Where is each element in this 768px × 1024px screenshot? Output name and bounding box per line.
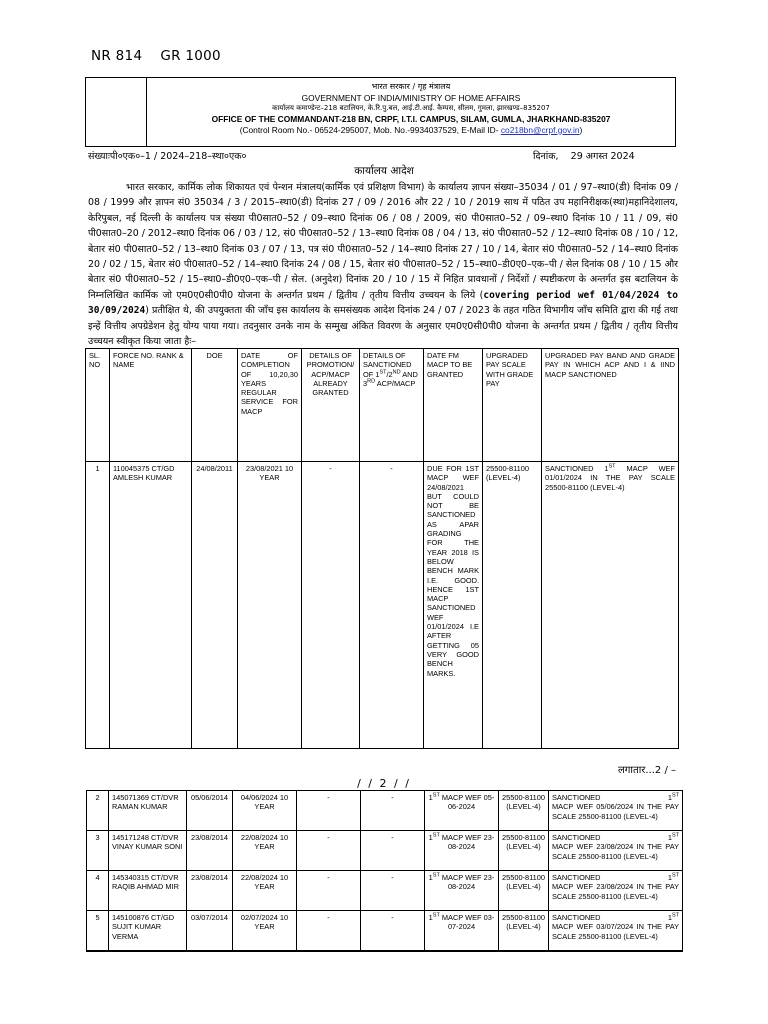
col-sanctioned-text3: AND 3 (363, 369, 418, 388)
code-gr: GR 1000 (160, 48, 221, 64)
cell-sl: 5 (87, 911, 109, 952)
cell-band (549, 791, 683, 831)
sup-st: ST (379, 369, 387, 376)
band-num: 1 (667, 793, 672, 802)
cell-promotion: - (302, 462, 360, 749)
band-sanctioned: SANCTIONED (552, 833, 601, 842)
cell-band (549, 911, 683, 952)
contact-line (147, 125, 675, 136)
col-doe: DOE (192, 349, 238, 462)
cell-band (542, 462, 679, 749)
cell-sanctioned: - (361, 911, 425, 952)
table-row (86, 462, 679, 749)
col-sanctioned (360, 349, 424, 462)
band-sup: ST (671, 912, 679, 919)
cell-doe: 24/08/2011 (192, 462, 238, 749)
cell-pay: 25500-81100 (LEVEL-4) (499, 911, 549, 952)
fm-sup: ST (432, 872, 440, 879)
cell-completion: 02/07/2024 10 YEAR (233, 911, 297, 952)
fm-rest: MACP WEF 03-07-2024 (439, 913, 495, 932)
band-sanctioned: SANCTIONED (545, 464, 594, 473)
band-rest: MACP WEF 23/08/2024 IN THE PAY SCALE 25500-81100 (LEVEL-4) (552, 882, 679, 901)
hindi-ministry: भारत सरकार / गृह मंत्रालय (371, 82, 451, 91)
contact-text: (Control Room No.- 06524-295007, Mob. No.-9934037529, E-Mail ID- (239, 124, 501, 135)
cell-sl: 4 (87, 871, 109, 911)
band-rest: MACP WEF 01/01/2024 IN THE PAY SCALE 25500-81100 (LEVEL-4) (545, 464, 676, 492)
email-link[interactable]: co218bn@crpf.gov.in (500, 124, 580, 135)
cell-date-fm: DUE FOR 1ST MACP WEF 24/08/2021 BUT COULD NOT BE SANCTIONED AS APAR GRADING FOR THE YEAR 2018 IS BELOW BENCH MARK I.E. GOOD. HENCE 1ST MACP SANCTIONED WEF 01/01/2024 I.E AFTER GETTING 05 VERY GOOD BENCH MARKS. (424, 462, 483, 749)
band-sanctioned: SANCTIONED (552, 793, 601, 802)
cell-force: 145100876 CT/GD SUJIT KUMAR VERMA (109, 911, 187, 952)
col-completion: DATE OF COMPLETION OF 10,20,30 YEARS REGULAR SERVICE FOR MACP (238, 349, 302, 462)
cell-pay: 25500-81100 (LEVEL-4) (499, 871, 549, 911)
cell-pay: 25500-81100 (LEVEL-4) (483, 462, 542, 749)
cell-sanctioned: - (361, 791, 425, 831)
band-ord (668, 833, 679, 842)
cell-doe: 03/07/2014 (187, 911, 233, 952)
body-text-2: ) प्रतीक्षित थे, की उपयुक्तता की जाँच इस कार्यालय के समसंख्यक आदेश दिनांक 24 / 07 / 2023 के तहत गठित विभागीय जाँच समिति द्वारा की गई तथा इन्हें वित्तीय अपग्रेडेशन हेतु योग्य पाया गया। तदनुसार उनके नाम के सम्मुख अंकित विवरण के अनुसार एम0ए0सी0पी0 योजना के अन्तर्गत प्रथम / द्वितीय / तृतीय वित्तीय उच्चयन स्वीकृत किया जाता हैः– (88, 305, 678, 348)
band-num: 1 (667, 873, 672, 882)
cell-completion: 22/08/2024 10 YEAR (233, 831, 297, 871)
band-sup: ST (671, 832, 679, 839)
cell-doe: 05/06/2014 (187, 791, 233, 831)
band-sanctioned: SANCTIONED (552, 913, 601, 922)
cell-promotion: - (297, 831, 361, 871)
cell-force: 145340315 CT/DVR RAQIB AHMAD MIR (109, 871, 187, 911)
col-sanctioned-text: DETAILS OF SANCTIONED OF 1 (363, 351, 412, 379)
band-sup: ST (671, 792, 679, 799)
fm-sup: ST (432, 792, 440, 799)
letterhead-text (147, 78, 676, 147)
office-line: OFFICE OF THE COMMANDANT-218 BN, CRPF, I.T.I. CAMPUS, SILAM, GUMLA, JHARKHAND-835207 (211, 114, 611, 125)
cell-date-fm (425, 831, 499, 871)
cell-promotion: - (297, 791, 361, 831)
reference-row (88, 149, 648, 162)
fm-sup: ST (432, 832, 440, 839)
macp-table-page1 (85, 348, 679, 749)
band-sup: ST (608, 463, 616, 470)
cell-promotion: - (297, 911, 361, 952)
reference-number: संख्याःपी०एक०–1 / 2024–218–स्था०एक० (88, 151, 247, 162)
cell-promotion: - (297, 871, 361, 911)
table-row (87, 831, 683, 871)
cell-sl: 1 (86, 462, 110, 749)
fm-num: 1 (428, 913, 433, 922)
cell-date-fm (425, 911, 499, 952)
band-sanctioned: SANCTIONED (552, 873, 601, 882)
cell-date-fm (425, 791, 499, 831)
col-sl: SL. NO (86, 349, 110, 462)
band-rest: MACP WEF 23/08/2024 IN THE PAY SCALE 25500-81100 (LEVEL-4) (552, 842, 679, 861)
band-num: 1 (667, 913, 672, 922)
table-header-row (86, 349, 679, 462)
band-top (552, 873, 679, 882)
page-number: / / 2 / / (357, 777, 411, 790)
contact-end: ) (579, 124, 583, 135)
order-title: कार्यालय आदेश (354, 165, 414, 177)
band-ord (668, 793, 679, 802)
band-rest: MACP WEF 03/07/2024 IN THE PAY SCALE 25500-81100 (LEVEL-4) (552, 922, 679, 941)
cell-force: 110045375 CT/GD AMLESH KUMAR (110, 462, 192, 749)
letterhead-logo-cell (86, 78, 147, 147)
hindi-office: कार्यालय कमाण्डेन्ट–218 बटालियन, के.रि.पु.बल, आई.टी.आई. कैम्पस, सीलम, गुमला, झारखण्ड–835207 (272, 104, 550, 113)
fm-sup: ST (432, 912, 440, 919)
col-upgraded-pay: UPGRADED PAY SCALE WITH GRADE PAY (483, 349, 542, 462)
cell-completion: 22/08/2024 10 YEAR (233, 871, 297, 911)
cell-sanctioned: - (360, 462, 424, 749)
table-row (87, 871, 683, 911)
fm-rest: MACP WEF 05-06-2024 (439, 793, 495, 812)
cell-force: 145171248 CT/DVR VINAY KUMAR SONI (109, 831, 187, 871)
fm-num: 1 (428, 873, 433, 882)
band-ord (668, 913, 679, 922)
table-row (87, 791, 683, 831)
band-top (552, 793, 679, 802)
date-value: 29 अगस्त 2024 (570, 151, 635, 162)
covering-period: covering period wef 01/04/2024 to 30/09/2024 (88, 289, 678, 317)
fm-num: 1 (428, 793, 433, 802)
macp-table-page2 (86, 790, 683, 952)
continued-marker: लगातार...2 / – (618, 765, 677, 776)
sup-rd: RD (367, 378, 376, 385)
letterhead (85, 77, 676, 147)
cell-band (549, 831, 683, 871)
cell-sanctioned: - (361, 831, 425, 871)
cell-sl: 2 (87, 791, 109, 831)
band-num: 1 (667, 833, 672, 842)
col-promotion: DETAILS OF PROMOTION/ ACP/MACP ALREADY GRANTED (302, 349, 360, 462)
cell-sanctioned: - (361, 871, 425, 911)
col-force: FORCE NO. RANK & NAME (110, 349, 192, 462)
document-code (91, 48, 221, 64)
col-date-fm: DATE FM MACP TO BE GRANTED (424, 349, 483, 462)
band-sup: ST (671, 872, 679, 879)
cell-pay: 25500-81100 (LEVEL-4) (499, 831, 549, 871)
band-rest: MACP WEF 05/06/2024 IN THE PAY SCALE 25500-81100 (LEVEL-4) (552, 802, 679, 821)
col-sanctioned-text4: ACP/MACP (375, 378, 416, 388)
band-num: 1 (604, 464, 609, 473)
fm-rest: MACP WEF 23-08-2024 (439, 873, 495, 892)
cell-completion: 23/08/2021 10 YEAR (238, 462, 302, 749)
code-nr: NR 814 (91, 48, 143, 64)
col-sanctioned-text2: /2 (386, 369, 393, 379)
govt-line: GOVERNMENT OF INDIA/MINISTRY OF HOME AFFAIRS (301, 92, 521, 103)
cell-band (549, 871, 683, 911)
cell-date-fm (425, 871, 499, 911)
date-label: दिनांक, (533, 151, 559, 162)
cell-sl: 3 (87, 831, 109, 871)
cell-force: 145071369 CT/DVR RAMAN KUMAR (109, 791, 187, 831)
fm-rest: MACP WEF 23-08-2024 (439, 833, 495, 852)
cell-doe: 23/08/2014 (187, 831, 233, 871)
cell-completion: 04/06/2024 10 YEAR (233, 791, 297, 831)
band-ord (668, 873, 679, 882)
band-top (552, 833, 679, 842)
table-row (87, 911, 683, 952)
order-date (533, 149, 635, 162)
col-upgraded-band: UPGRADED PAY BAND AND GRADE PAY IN WHICH ACP AND I & IIND MACP SANCTIONED (542, 349, 679, 462)
order-body (88, 180, 678, 349)
fm-num: 1 (428, 833, 433, 842)
cell-doe: 23/08/2014 (187, 871, 233, 911)
sup-nd: ND (392, 369, 401, 376)
band-top (552, 913, 679, 922)
body-text-1: भारत सरकार, कार्मिक लोक शिकायत एवं पेन्शन मंत्रालय(कार्मिक एवं प्रशिक्षण विभाग) के कार्यालय ज्ञापन संख्या–35034 / 01 / 97–स्था0(डी) दिनांक 09 / 08 / 1999 और ज्ञापन सं0 35034 / 3 / 2015–स्था0(डी) दिनांक 27 / 09 / 2016 और 22 / 10 / 2019 साथ में पठित उप महानिरीक्षक(स्था)महानिदेशालय, केरिपुबल, नई दिल्ली के कार्यालय पत्र संख्या पी0सात0–52 / 09–स्था0 दिनांक 06 / 08 / 2009, सं0 पी0सात0–52 / 09–स्था0 दिनांक 10 / 11 / 09, सं0 पी0सात0–20 / 2012–स्था0 दिनांक 06 / 03 / 12, सं0 पी0सात0–52 / 13–स्था0 दिनांक 08 / 04 / 13, सं0 पी0सात0–52 / 12–स्था0 दिनांक 08 / 10 / 12, बेतार सं0 पी0सात0–52 / 13–स्था0 दिनांक 03 / 07 / 13, पत्र सं0 पी0सात0–52 / 14–स्था0 दिनांक 27 / 10 / 14, बेतार सं0 पी0सात0–52 / 14–स्था0 दिनांक 20 / 02 / 15, बेतार सं0 पी0सात0–52 / 14–स्था0 दिनांक 24 / 08 / 15, बेतार सं0 पी0सात0–52 / 15–स्था0–डी0ए0–एक–पी / सेल दिनांक 08 / 10 / 15 और बेतार सं0 पी0सात0–52 / 15–स्था0–डी0ए0–एक–पी / सेल. (अनुदेश) दिनांक 20 / 10 / 15 में निहित प्रावधानों / निर्देशों / स्पष्टीकरण के अन्तर्गत इस बटालियन के निम्नलिखित कार्मिक जो एम0ए0सी0पी0 योजना के अन्तर्गत प्रथम / द्वितीय / तृतीय वित्तीय उच्चयन के लिये ( (88, 182, 678, 301)
cell-pay: 25500-81100 (LEVEL-4) (499, 791, 549, 831)
